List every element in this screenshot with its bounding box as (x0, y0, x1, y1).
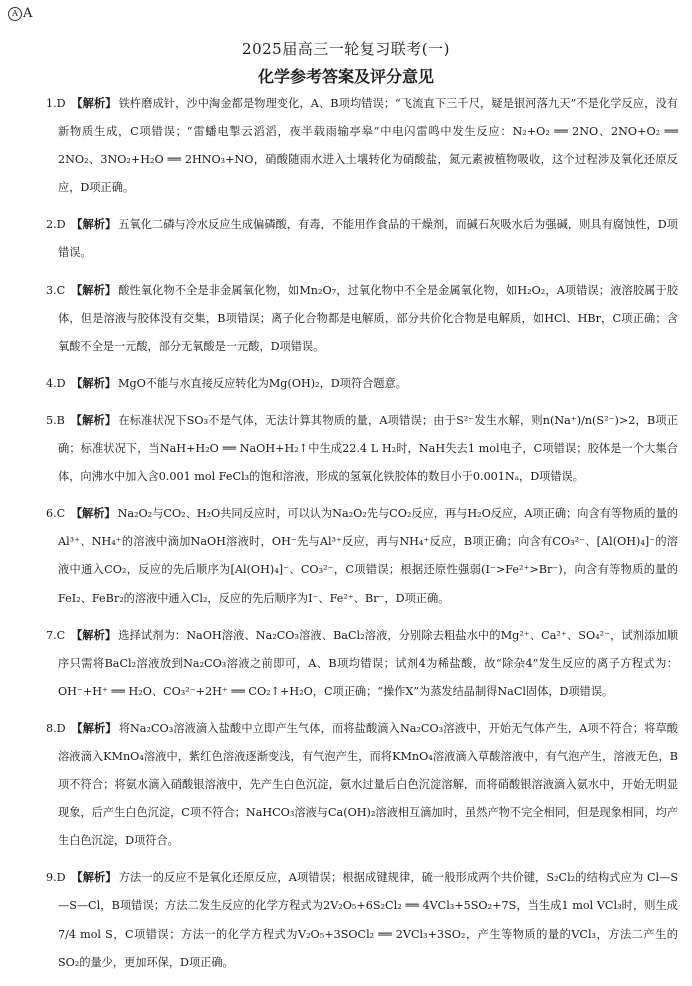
answer-number: 2.D (46, 218, 66, 232)
answer-number: 5.B (46, 413, 65, 427)
answer-text: 选择试剂为：NaOH溶液、Na₂CO₃溶液、BaCl₂溶液，分别除去粗盐水中的Mg²⁺、Ca²⁺、SO₄²⁻，试剂添加顺序只需将BaCl₂溶液放到Na₂CO₃溶液之前即可，A、B项均错误；试剂4为稀盐酸，故“除杂4”发生反应的离子方程式为：OH⁻+H⁺ ══ H₂O、CO₃²⁻+2H⁺ ══ CO₂↑+H₂O，C项正确；“操作X”为蒸发结晶制得NaCl固体，D项错误。 (58, 628, 678, 698)
answer-number: 8.D (46, 721, 66, 735)
answer-number: 3.C (46, 283, 66, 297)
answer-number: 4.D (46, 376, 66, 390)
answer-item-8 (46, 715, 678, 855)
answer-item-9 (46, 864, 678, 976)
answer-item-4 (46, 370, 678, 398)
analysis-tag: 【解析】 (71, 871, 117, 885)
answer-number: 9.D (46, 871, 66, 885)
answer-text: 铁杵磨成针，沙中淘金都是物理变化，A、B项均错误；“飞流直下三千尺，疑是银河落九天”不是化学反应，没有新物质生成，C项错误；“雷蟠电掣云滔滔，夜半载雨输亭皋”中电闪雷鸣中发生反应：N₂+O₂ ══ 2NO、2NO+O₂ ══ 2NO₂、3NO₂+H₂O ══ 2HNO₃+NO，硝酸随雨水进入土壤转化为硝酸盐，氮元素被植物吸收，这个过程涉及氧化还原反应，D项正确。 (58, 97, 678, 195)
answer-item-7 (46, 622, 678, 706)
analysis-tag: 【解析】 (71, 721, 117, 735)
analysis-tag: 【解析】 (70, 507, 116, 521)
analysis-tag: 【解析】 (71, 97, 117, 110)
answer-item-6 (46, 500, 678, 612)
answer-item-1 (46, 90, 678, 202)
answer-item-5 (46, 407, 678, 491)
answer-text: 在标准状况下SO₃不是气体，无法计算其物质的量，A项错误；由于S²⁻发生水解，则n(Na⁺)/n(S²⁻)>2，B项正确；标准状况下，当NaH+H₂O ══ NaOH+H₂↑中生成22.4 L H₂时，NaH失去1 mol电子，C项错误；胶体是一个大集合体，向沸水中加入含0.001 mol FeCl₃的饱和溶液，形成的氢氧化铁胶体的数目小于0.001Nₐ，D项错误。 (58, 413, 678, 484)
answer-number: 1.D (46, 97, 66, 110)
edition-label: A (23, 6, 33, 21)
analysis-tag: 【解析】 (70, 413, 117, 427)
answer-key-title: 化学参考答案及评分意见 (257, 67, 434, 86)
answer-text: 方法一的反应不是氧化还原反应，A项错误；根据成键规律，硫一般形成两个共价键，S₂Cl₂的结构式应为 Cl—S—S—Cl，B项错误；方法二发生反应的化学方程式为2V₂O₅+6S₂Cl₂ ══ 4VCl₃+5SO₂+7S，当生成1 mol VCl₃时，则生成7/4 mol S，C项错误；方法一的化学方程式为V₂O₅+3SOCl₂ ══ 2VCl₃+3SO₂，产生等物质的量的VCl₃，方法二产生的SO₂的量少，更加环保，D项正确。 (58, 871, 678, 969)
answer-text: 将Na₂CO₃溶液滴入盐酸中立即产生气体，而将盐酸滴入Na₂CO₃溶液中，开始无气体产生，A项不符合；将草酸溶液滴入KMnO₄溶液中，紫红色溶液逐渐变浅，有气泡产生，而将KMnO₄溶液滴入草酸溶液中，有气泡产生，溶液无色，B项不符合；将氨水滴入硝酸银溶液中，先产生白色沉淀，氨水过量后白色沉淀溶解，而将硝酸银溶液滴入氨水中，开始无明显现象，后产生白色沉淀，C项不符合；NaHCO₃溶液与Ca(OH)₂溶液相互滴加时，虽然产物不完全相同，但是现象相同，均产生白色沉淀，D项符合。 (58, 721, 678, 848)
analysis-tag: 【解析】 (70, 628, 117, 642)
answer-text: MgO不能与水直接反应转化为Mg(OH)₂，D项符合题意。 (117, 376, 407, 390)
analysis-tag: 【解析】 (70, 283, 117, 297)
answer-list (46, 90, 678, 986)
answer-item-3 (46, 277, 678, 361)
answer-item-2 (46, 211, 678, 267)
edition-circle: A (8, 7, 22, 21)
answer-number: 6.C (46, 507, 66, 521)
analysis-tag: 【解析】 (71, 376, 116, 390)
answer-text: 酸性氧化物不全是非金属氧化物，如Mn₂O₇，过氧化物中不全是金属氧化物，如H₂O₂，A项错误；液溶胶属于胶体，但是溶液与胶体没有交集，B项错误；离子化合物都是电解质，部分共价化合物是电解质，如HCl、HBr，C项正确；含氧酸不全是一元酸，部分无氧酸是一元酸，D项错误。 (58, 283, 678, 353)
analysis-tag: 【解析】 (71, 218, 117, 232)
exam-title: 2025届高三一轮复习联考(一) (242, 40, 450, 58)
answer-text: 五氧化二磷与冷水反应生成偏磷酸，有毒，不能用作食品的干燥剂，而碱石灰吸水后为强碱，则具有腐蚀性，D项错误。 (58, 218, 678, 260)
answer-text: Na₂O₂与CO₂、H₂O共同反应时，可以认为Na₂O₂先与CO₂反应，再与H₂O反应，A项正确；向含有等物质的量的Al³⁺、NH₄⁺的溶液中滴加NaOH溶液时，OH⁻先与Al³⁺反应，再与NH₄⁺反应，B项正确；向含有CO₃²⁻、[Al(OH)₄]⁻的溶液中通入CO₂，反应的先后顺序为[Al(OH)₄]⁻、CO₃²⁻，C项错误；根据还原性强弱(I⁻>Fe²⁺>Br⁻)，向含有等物质的量的FeI₂、FeBr₂的溶液中通入Cl₂，反应的先后顺序为I⁻、Fe²⁺、Br⁻，D项正确。 (58, 507, 678, 605)
edition-mark (8, 6, 32, 21)
answer-number: 7.C (46, 628, 66, 642)
